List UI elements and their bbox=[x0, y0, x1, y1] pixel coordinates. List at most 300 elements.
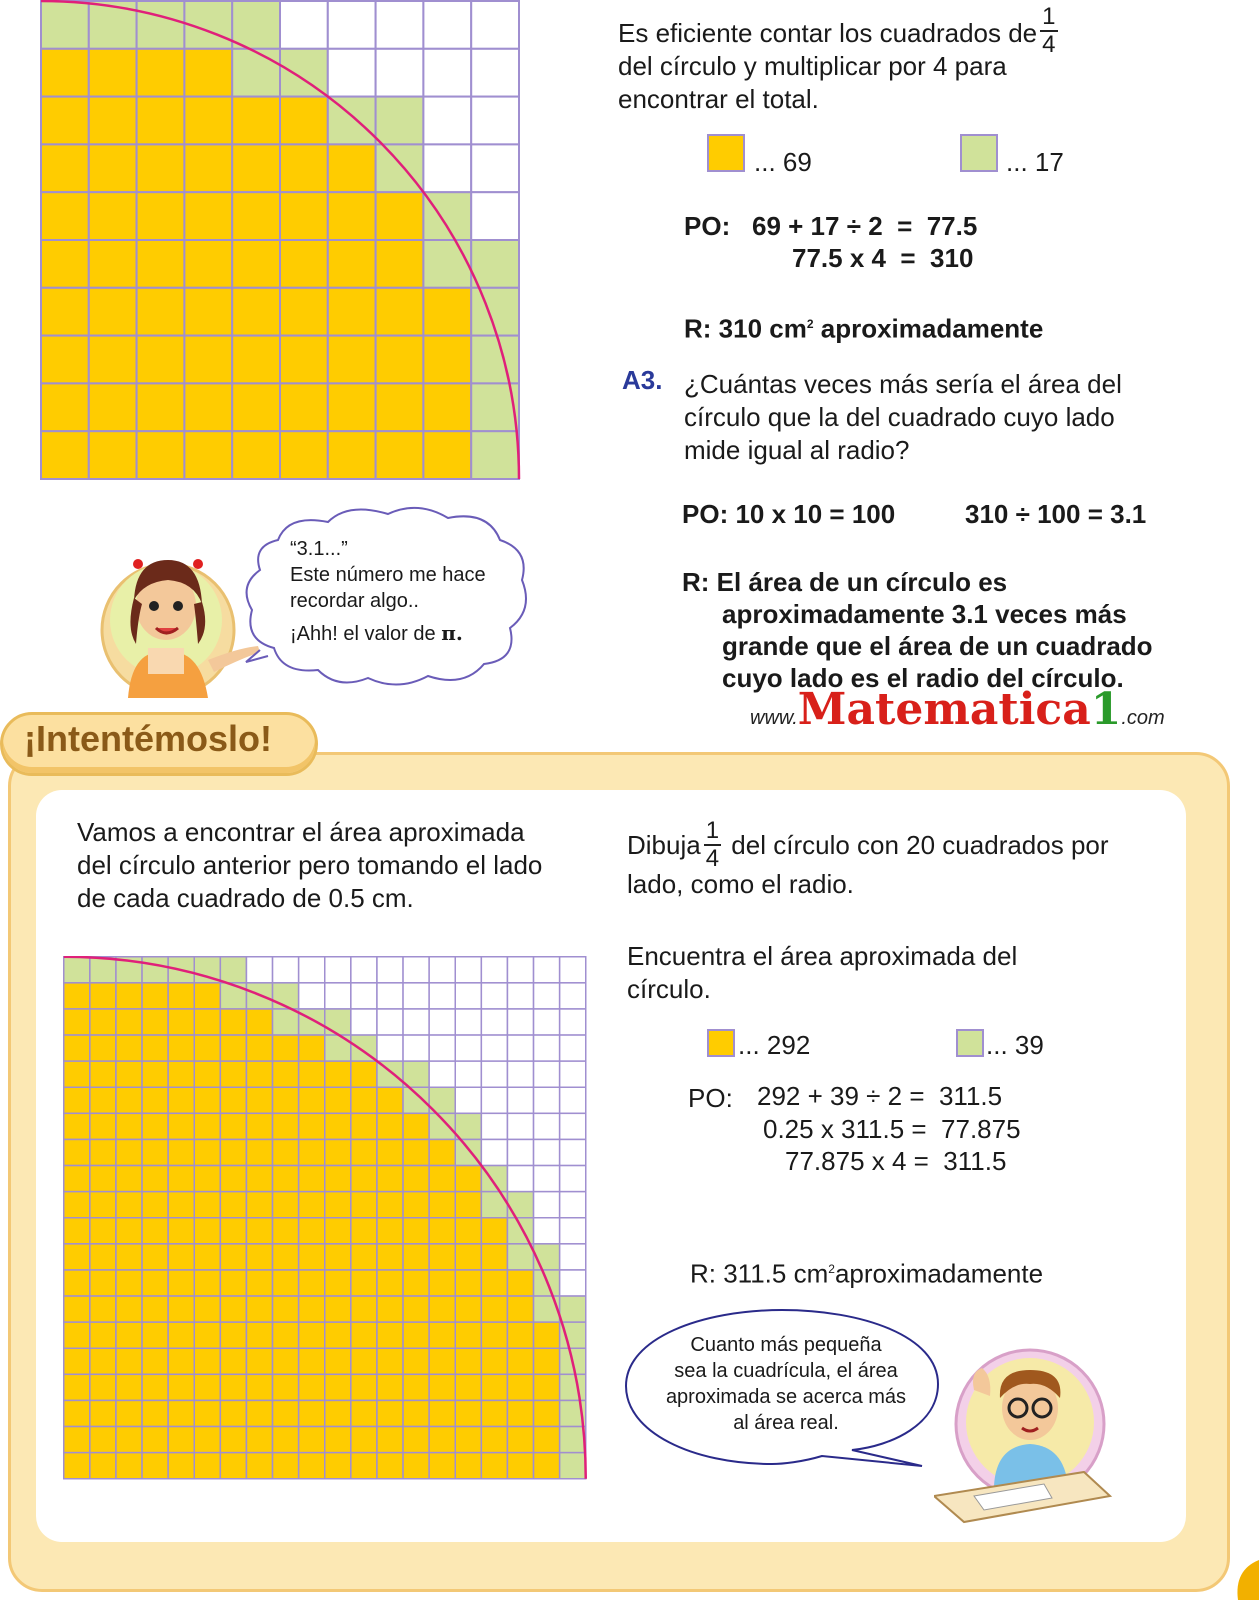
grid-square-full bbox=[351, 1113, 377, 1139]
grid-square-empty bbox=[403, 957, 429, 983]
grid-square-full bbox=[137, 49, 185, 97]
grid-square-full bbox=[142, 1139, 168, 1165]
grid-square-full bbox=[184, 240, 232, 288]
green-count-2: ... 39 bbox=[986, 1030, 1044, 1060]
grid-square-empty bbox=[423, 49, 471, 97]
grid-square-partial bbox=[220, 957, 246, 983]
grid-square-full bbox=[325, 1296, 351, 1322]
grid-square-full bbox=[377, 1166, 403, 1192]
grid-square-full bbox=[481, 1400, 507, 1426]
page-corner-decoration bbox=[1208, 1540, 1259, 1600]
grid-square-partial bbox=[471, 431, 519, 479]
grid-square-full bbox=[116, 1035, 142, 1061]
grid-square-full bbox=[246, 1218, 272, 1244]
grid-square-full bbox=[232, 383, 280, 431]
grid-square-full bbox=[142, 983, 168, 1009]
grid-square-full bbox=[273, 1113, 299, 1139]
grid-square-empty bbox=[534, 1166, 560, 1192]
grid-square-full bbox=[137, 192, 185, 240]
grid-square-empty bbox=[377, 1009, 403, 1035]
grid-square-empty bbox=[328, 49, 376, 97]
grid-square-full bbox=[220, 1453, 246, 1479]
grid-square-full bbox=[116, 1218, 142, 1244]
grid-square-full bbox=[142, 1192, 168, 1218]
grid-square-full bbox=[299, 1087, 325, 1113]
grid-square-full bbox=[142, 1374, 168, 1400]
grid-square-full bbox=[534, 1374, 560, 1400]
grid-square-full bbox=[325, 1453, 351, 1479]
a3-answer: R: El área de un círculo es aproximadamente 3.1 veces más grande que el área de un cuadrado cuyo lado es el radio del círculo. bbox=[682, 567, 1153, 693]
grid-square-empty bbox=[560, 1192, 586, 1218]
grid-square-empty bbox=[560, 983, 586, 1009]
grid-square-full bbox=[194, 1218, 220, 1244]
grid-square-empty bbox=[507, 957, 533, 983]
quarter-circle-grid-20 bbox=[63, 956, 589, 1480]
po-equation-3: 292 + 39 ÷ 2 = 311.5 bbox=[757, 1081, 1003, 1111]
grid-square-full bbox=[168, 1270, 194, 1296]
grid-square-full bbox=[194, 1453, 220, 1479]
grid-square-full bbox=[142, 1400, 168, 1426]
grid-square-partial bbox=[560, 1296, 586, 1322]
grid-square-full bbox=[220, 1348, 246, 1374]
grid-square-empty bbox=[534, 1192, 560, 1218]
grid-square-full bbox=[116, 1244, 142, 1270]
grid-square-full bbox=[220, 1322, 246, 1348]
grid-square-full bbox=[299, 1270, 325, 1296]
grid-square-empty bbox=[534, 1218, 560, 1244]
grid-square-full bbox=[142, 1166, 168, 1192]
grid-square-full bbox=[481, 1218, 507, 1244]
grid-square-full bbox=[220, 1270, 246, 1296]
grid-square-full bbox=[376, 288, 424, 336]
grid-square-full bbox=[232, 192, 280, 240]
grid-square-empty bbox=[299, 983, 325, 1009]
grid-square-partial bbox=[232, 49, 280, 97]
grid-square-full bbox=[246, 1427, 272, 1453]
grid-square-empty bbox=[481, 1087, 507, 1113]
grid-square-empty bbox=[377, 1035, 403, 1061]
grid-square-partial bbox=[560, 1427, 586, 1453]
grid-square-full bbox=[194, 1061, 220, 1087]
grid-square-full bbox=[325, 1218, 351, 1244]
grid-square-full bbox=[168, 1009, 194, 1035]
intro-line3: encontrar el total. bbox=[618, 84, 819, 114]
grid-square-full bbox=[90, 1270, 116, 1296]
grid-square-full bbox=[142, 1270, 168, 1296]
grid-square-full bbox=[429, 1374, 455, 1400]
grid-square-full bbox=[194, 1348, 220, 1374]
grid-square-full bbox=[90, 1453, 116, 1479]
grid-square-full bbox=[168, 1348, 194, 1374]
grid-square-full bbox=[168, 1035, 194, 1061]
quarter-fraction: $\frac{1}{4}$ bbox=[1042, 3, 1056, 58]
grid-square-full bbox=[351, 1296, 377, 1322]
grid-square-full bbox=[273, 1322, 299, 1348]
grid-square-empty bbox=[507, 1087, 533, 1113]
grid-square-full bbox=[507, 1296, 533, 1322]
grid-square-full bbox=[90, 1322, 116, 1348]
grid-square-full bbox=[116, 1296, 142, 1322]
grid-square-empty bbox=[377, 957, 403, 983]
grid-square-full bbox=[90, 1374, 116, 1400]
po-equation-2: 77.5 x 4 = 310 bbox=[792, 243, 974, 273]
quarter-fraction-2: $\frac{1}{4}$ bbox=[705, 817, 720, 872]
grid-square-full bbox=[194, 1166, 220, 1192]
grid-square-full bbox=[116, 1453, 142, 1479]
grid-square-empty bbox=[507, 983, 533, 1009]
a3-question: ¿Cuántas veces más sería el área del círculo que la del cuadrado cuyo lado mide igual al radio? bbox=[684, 369, 1122, 465]
grid-square-full bbox=[507, 1270, 533, 1296]
grid-square-full bbox=[403, 1244, 429, 1270]
grid-square-full bbox=[246, 1400, 272, 1426]
grid-square-full bbox=[64, 1322, 90, 1348]
grid-square-full bbox=[280, 192, 328, 240]
grid-square-full bbox=[328, 383, 376, 431]
grid-square-full bbox=[89, 97, 137, 145]
grid-square-full bbox=[184, 97, 232, 145]
grid-square-full bbox=[280, 336, 328, 384]
grid-square-full bbox=[423, 336, 471, 384]
grid-square-empty bbox=[376, 1, 424, 49]
grid-square-full bbox=[184, 288, 232, 336]
grid-square-full bbox=[168, 1166, 194, 1192]
grid-square-full bbox=[220, 1296, 246, 1322]
grid-square-full bbox=[429, 1218, 455, 1244]
grid-square-full bbox=[325, 1192, 351, 1218]
grid-square-full bbox=[507, 1374, 533, 1400]
grid-square-full bbox=[194, 1374, 220, 1400]
grid-square-full bbox=[455, 1400, 481, 1426]
grid-square-full bbox=[429, 1348, 455, 1374]
grid-square-full bbox=[90, 1166, 116, 1192]
grid-square-full bbox=[232, 97, 280, 145]
grid-square-full bbox=[41, 144, 89, 192]
grid-square-full bbox=[351, 1218, 377, 1244]
grid-square-full bbox=[232, 240, 280, 288]
grid-square-full bbox=[299, 1035, 325, 1061]
grid-square-empty bbox=[351, 1009, 377, 1035]
grid-square-full bbox=[194, 1296, 220, 1322]
yellow-square-swatch-2 bbox=[707, 1029, 735, 1057]
grid-square-empty bbox=[534, 983, 560, 1009]
grid-square-full bbox=[220, 1244, 246, 1270]
grid-square-full bbox=[280, 288, 328, 336]
grid-square-partial bbox=[220, 983, 246, 1009]
grid-square-full bbox=[220, 1166, 246, 1192]
grid-square-full bbox=[299, 1244, 325, 1270]
grid-square-full bbox=[534, 1400, 560, 1426]
grid-square-empty bbox=[481, 1035, 507, 1061]
grid-square-full bbox=[403, 1296, 429, 1322]
grid-square-full bbox=[137, 431, 185, 479]
grid-square-full bbox=[455, 1244, 481, 1270]
grid-square-empty bbox=[273, 957, 299, 983]
grid-square-full bbox=[41, 192, 89, 240]
grid-square-full bbox=[246, 1087, 272, 1113]
grid-square-full bbox=[64, 983, 90, 1009]
grid-square-full bbox=[455, 1348, 481, 1374]
grid-square-full bbox=[41, 336, 89, 384]
grid-square-full bbox=[194, 1035, 220, 1061]
grid-square-full bbox=[403, 1270, 429, 1296]
grid-square-full bbox=[137, 288, 185, 336]
grid-square-full bbox=[481, 1270, 507, 1296]
grid-square-full bbox=[377, 1296, 403, 1322]
grid-square-full bbox=[481, 1296, 507, 1322]
grid-square-empty bbox=[471, 97, 519, 145]
grid-square-empty bbox=[299, 957, 325, 983]
grid-square-empty bbox=[403, 983, 429, 1009]
grid-square-full bbox=[220, 1218, 246, 1244]
grid-square-full bbox=[89, 192, 137, 240]
grid-square-full bbox=[481, 1348, 507, 1374]
grid-square-partial bbox=[534, 1296, 560, 1322]
grid-square-full bbox=[142, 1348, 168, 1374]
grid-square-full bbox=[246, 1192, 272, 1218]
grid-square-full bbox=[142, 1218, 168, 1244]
grid-square-empty bbox=[534, 1087, 560, 1113]
grid-square-empty bbox=[507, 1009, 533, 1035]
grid-square-full bbox=[90, 983, 116, 1009]
grid-square-empty bbox=[351, 983, 377, 1009]
grid-square-full bbox=[377, 1322, 403, 1348]
grid-square-full bbox=[168, 1061, 194, 1087]
answer-area-2: R: 311.5 $cm^2aproximadamente$ bbox=[690, 1258, 1044, 1289]
pi-symbol: π. bbox=[441, 621, 463, 645]
grid-square-full bbox=[429, 1166, 455, 1192]
grid-square-full bbox=[246, 1244, 272, 1270]
grid-square-empty bbox=[423, 1, 471, 49]
grid-square-empty bbox=[471, 192, 519, 240]
grid-square-full bbox=[89, 431, 137, 479]
grid-square-full bbox=[137, 336, 185, 384]
grid-square-full bbox=[184, 49, 232, 97]
grid-square-full bbox=[116, 1427, 142, 1453]
grid-square-full bbox=[403, 1166, 429, 1192]
grid-square-full bbox=[137, 383, 185, 431]
grid-square-empty bbox=[560, 1218, 586, 1244]
grid-square-full bbox=[273, 1139, 299, 1165]
grid-square-full bbox=[351, 1374, 377, 1400]
grid-square-full bbox=[351, 1087, 377, 1113]
grid-square-full bbox=[328, 288, 376, 336]
grid-square-full bbox=[481, 1322, 507, 1348]
grid-square-full bbox=[351, 1400, 377, 1426]
grid-square-full bbox=[64, 1218, 90, 1244]
grid-square-partial bbox=[376, 144, 424, 192]
grid-square-full bbox=[116, 1061, 142, 1087]
grid-square-full bbox=[273, 1087, 299, 1113]
grid-square-full bbox=[90, 1087, 116, 1113]
grid-square-full bbox=[246, 1113, 272, 1139]
grid-square-partial bbox=[560, 1453, 586, 1479]
grid-square-full bbox=[246, 1374, 272, 1400]
grid-square-full bbox=[273, 1348, 299, 1374]
grid-square-full bbox=[403, 1322, 429, 1348]
grid-square-full bbox=[64, 1061, 90, 1087]
grid-square-full bbox=[41, 383, 89, 431]
grid-square-full bbox=[429, 1139, 455, 1165]
grid-square-full bbox=[64, 1087, 90, 1113]
grid-square-full bbox=[507, 1400, 533, 1426]
grid-square-partial bbox=[471, 240, 519, 288]
grid-square-full bbox=[423, 288, 471, 336]
grid-square-full bbox=[376, 192, 424, 240]
draw-instruction: Dibuja $\frac{1}{4}$ del círculo con 20 cuadrados por lado, como el radio. bbox=[627, 817, 1109, 899]
grid-square-full bbox=[116, 1166, 142, 1192]
grid-square-full bbox=[41, 97, 89, 145]
grid-square-full bbox=[194, 1270, 220, 1296]
grid-square-full bbox=[116, 1009, 142, 1035]
grid-square-full bbox=[89, 240, 137, 288]
grid-square-full bbox=[90, 1348, 116, 1374]
grid-square-full bbox=[328, 336, 376, 384]
a3-po-2: 310 ÷ 100 = 3.1 bbox=[965, 499, 1147, 529]
grid-square-partial bbox=[507, 1218, 533, 1244]
grid-square-full bbox=[403, 1453, 429, 1479]
grid-square-full bbox=[64, 1192, 90, 1218]
grid-square-partial bbox=[471, 336, 519, 384]
grid-square-full bbox=[325, 1270, 351, 1296]
grid-square-full bbox=[299, 1166, 325, 1192]
grid-square-full bbox=[232, 431, 280, 479]
grid-square-full bbox=[41, 288, 89, 336]
grid-square-full bbox=[534, 1348, 560, 1374]
grid-square-full bbox=[142, 1322, 168, 1348]
grid-square-full bbox=[220, 1192, 246, 1218]
grid-square-full bbox=[89, 288, 137, 336]
grid-square-full bbox=[455, 1218, 481, 1244]
grid-square-full bbox=[429, 1453, 455, 1479]
grid-square-empty bbox=[455, 1035, 481, 1061]
grid-square-full bbox=[455, 1322, 481, 1348]
grid-square-full bbox=[429, 1296, 455, 1322]
grid-square-full bbox=[184, 336, 232, 384]
grid-square-full bbox=[184, 431, 232, 479]
grid-square-full bbox=[328, 144, 376, 192]
grid-square-full bbox=[534, 1427, 560, 1453]
grid-square-empty bbox=[560, 1139, 586, 1165]
grid-square-full bbox=[481, 1427, 507, 1453]
grid-square-full bbox=[41, 240, 89, 288]
grid-square-partial bbox=[299, 1009, 325, 1035]
grid-square-full bbox=[194, 1192, 220, 1218]
grid-square-full bbox=[280, 431, 328, 479]
grid-square-partial bbox=[280, 49, 328, 97]
grid-square-full bbox=[184, 383, 232, 431]
grid-square-partial bbox=[423, 240, 471, 288]
grid-square-empty bbox=[280, 1, 328, 49]
grid-square-full bbox=[403, 1218, 429, 1244]
grid-square-full bbox=[90, 1244, 116, 1270]
grid-square-full bbox=[246, 1061, 272, 1087]
grid-square-empty bbox=[403, 1009, 429, 1035]
grid-square-full bbox=[142, 1061, 168, 1087]
grid-square-empty bbox=[560, 1244, 586, 1270]
grid-square-empty bbox=[455, 1061, 481, 1087]
grid-square-full bbox=[507, 1427, 533, 1453]
intro-line2: del círculo y multiplicar por 4 para bbox=[618, 51, 1007, 81]
grid-square-full bbox=[273, 1296, 299, 1322]
grid-square-empty bbox=[534, 1035, 560, 1061]
grid-square-full bbox=[116, 1348, 142, 1374]
a3-label: A3. bbox=[622, 365, 663, 395]
grid-square-full bbox=[351, 1270, 377, 1296]
grid-square-empty bbox=[429, 1061, 455, 1087]
a3-po-1: PO: 10 x 10 = 100 bbox=[682, 499, 896, 529]
grid-square-full bbox=[142, 1427, 168, 1453]
po-label: PO: bbox=[684, 211, 731, 241]
grid-square-full bbox=[89, 383, 137, 431]
grid-square-empty bbox=[471, 49, 519, 97]
grid-square-full bbox=[90, 1113, 116, 1139]
grid-square-full bbox=[220, 1035, 246, 1061]
grid-square-full bbox=[325, 1087, 351, 1113]
grid-square-full bbox=[273, 1270, 299, 1296]
grid-square-full bbox=[455, 1166, 481, 1192]
grid-square-full bbox=[273, 1192, 299, 1218]
grid-square-full bbox=[194, 1139, 220, 1165]
grid-square-empty bbox=[481, 1061, 507, 1087]
grid-square-full bbox=[168, 1218, 194, 1244]
grid-square-full bbox=[273, 1218, 299, 1244]
grid-square-empty bbox=[560, 957, 586, 983]
grid-square-full bbox=[429, 1192, 455, 1218]
grid-square-empty bbox=[481, 1113, 507, 1139]
grid-square-empty bbox=[325, 983, 351, 1009]
po-equation-5: 77.875 x 4 = 311.5 bbox=[785, 1146, 1007, 1176]
grid-square-full bbox=[376, 431, 424, 479]
grid-square-full bbox=[168, 1192, 194, 1218]
grid-square-full bbox=[351, 1453, 377, 1479]
grid-square-full bbox=[90, 1400, 116, 1426]
grid-square-empty bbox=[507, 1061, 533, 1087]
grid-square-full bbox=[403, 1348, 429, 1374]
grid-square-full bbox=[455, 1453, 481, 1479]
green-square-swatch bbox=[960, 134, 998, 172]
grid-square-full bbox=[89, 336, 137, 384]
grid-square-full bbox=[325, 1244, 351, 1270]
grid-square-empty bbox=[351, 957, 377, 983]
grid-square-full bbox=[64, 1400, 90, 1426]
grid-square-full bbox=[142, 1453, 168, 1479]
grid-square-full bbox=[328, 192, 376, 240]
grid-square-full bbox=[377, 1400, 403, 1426]
grid-square-full bbox=[232, 144, 280, 192]
grid-square-partial bbox=[137, 1, 185, 49]
grid-square-full bbox=[455, 1374, 481, 1400]
grid-square-full bbox=[137, 97, 185, 145]
grid-square-full bbox=[64, 1035, 90, 1061]
grid-square-partial bbox=[90, 957, 116, 983]
grid-square-empty bbox=[560, 1009, 586, 1035]
grid-square-full bbox=[423, 383, 471, 431]
grid-square-partial bbox=[325, 1009, 351, 1035]
grid-square-empty bbox=[534, 957, 560, 983]
answer-area: R: 310 $cm^2$ aproximadamente bbox=[684, 313, 1044, 344]
grid-square-full bbox=[299, 1296, 325, 1322]
grid-square-full bbox=[220, 1400, 246, 1426]
grid-square-full bbox=[403, 1400, 429, 1426]
grid-square-full bbox=[325, 1061, 351, 1087]
grid-square-full bbox=[507, 1453, 533, 1479]
grid-square-partial bbox=[376, 97, 424, 145]
grid-square-full bbox=[280, 240, 328, 288]
grid-square-full bbox=[299, 1139, 325, 1165]
grid-square-full bbox=[116, 1192, 142, 1218]
grid-square-full bbox=[168, 1400, 194, 1426]
grid-square-full bbox=[299, 1400, 325, 1426]
